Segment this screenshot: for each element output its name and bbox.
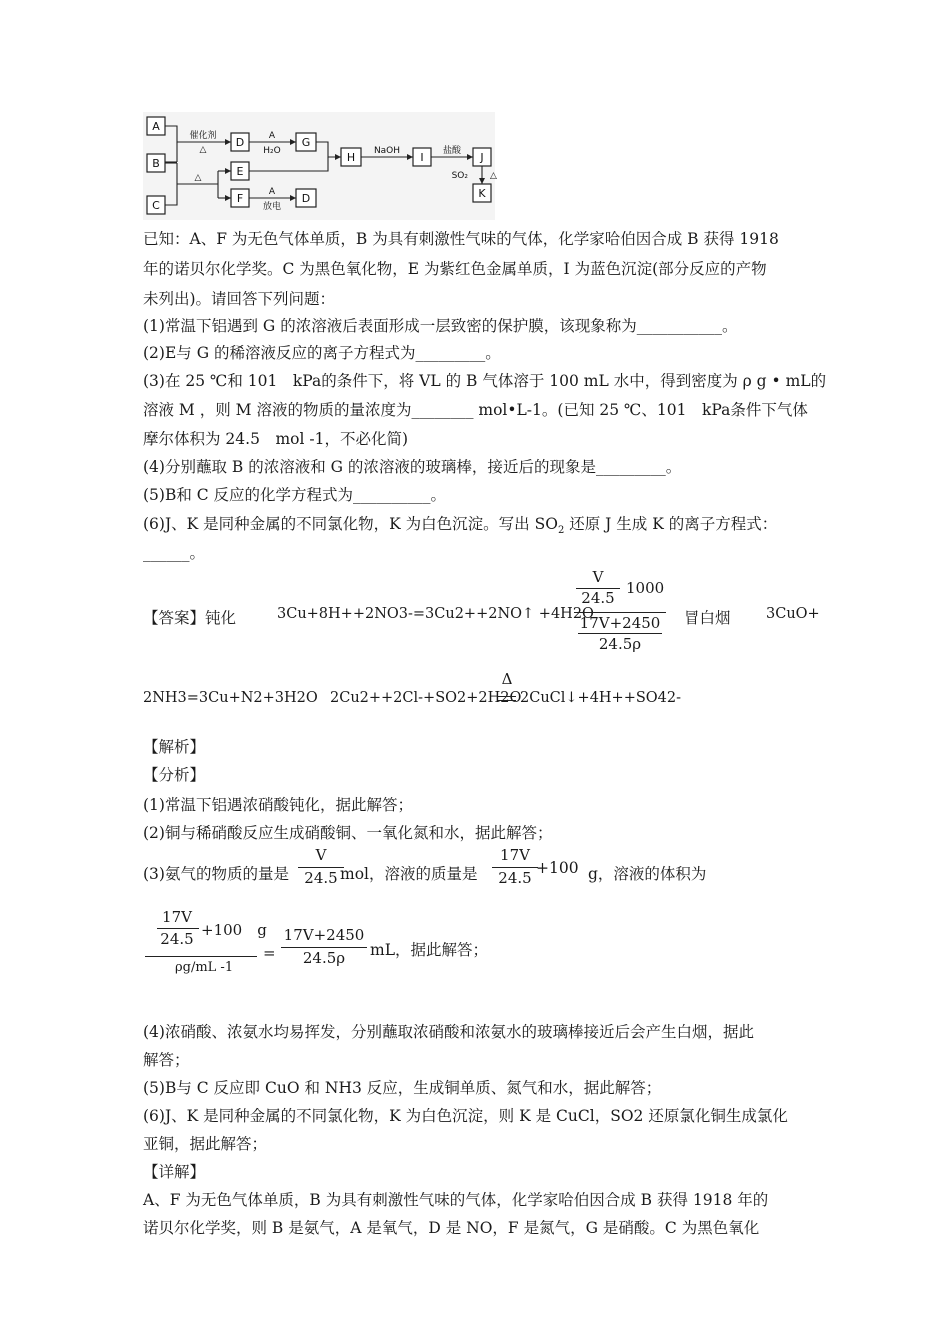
answer-white-smoke: 冒白烟 [684,609,731,627]
analysis-4-line-2: 解答； [143,1051,190,1069]
node-h-label: H [346,151,356,164]
frac-den: 24.5 [498,869,532,887]
result-frac-den: 24.5ρ [302,949,346,967]
question-5: (5)B和 C 反应的化学方程式为__________。 [143,486,447,504]
analysis-3-mass-fraction [492,846,538,892]
node-g-label: G [301,136,311,149]
intro-line-2: 年的诺贝尔化学奖。C 为黑色氧化物，E 为紫红色金属单质，I 为蓝色沉淀(部分反应的产物 [143,260,767,278]
analysis-3-suffix: g，溶液的体积为 [588,865,707,883]
analysis-1: (1)常温下铝遇浓硝酸钝化，据此解答； [143,796,413,814]
node-b-label: B [152,157,160,170]
inner-frac-den: 24.5 [160,930,194,948]
frac-top-num: V [592,568,604,586]
question-1: (1)常温下铝遇到 G 的浓溶液后表面形成一层致密的保护膜，该现象称为___________。 [143,317,738,335]
frac-bot-den: 24.5ρ [598,635,642,653]
delta-symbol: Δ [501,670,513,688]
frac-bot-num: 17V+2450 [579,614,661,632]
edge-h2o-label: H₂O [263,146,281,156]
node-k-label: K [478,187,486,200]
node-c-label: C [152,199,160,212]
analysis-3-moles-fraction [298,846,344,892]
edge-a-label: A [268,131,276,141]
edge-naoh-label: NaOH [373,146,401,156]
frac-num: 17V [500,846,530,864]
analysis-3-mid: mol，溶液的质量是 [340,865,478,883]
density-denominator: ρg/mL -1 [175,960,234,975]
frac-top-mul: 1000 [626,579,665,597]
edge-delta-label: △ [194,173,202,183]
answer-equation-3-part-2: 2NH3=3Cu+N2+3H2O [143,690,318,706]
answer-equation-4-left: 2Cu2++2Cl-+SO2+2H2O [330,690,522,706]
analysis-4-line-1: (4)浓硝酸、浓氨水均易挥发，分别蘸取浓硝酸和浓氨水的玻璃棒接近后会产生白烟，据此 [143,1023,754,1041]
node-j-label: J [480,151,484,164]
analysis-2: (2)铜与稀硝酸反应生成硝酸铜、一氧化氮和水，据此解答； [143,824,553,842]
node-e-label: E [236,165,244,178]
intro-line-3: 未列出)。请回答下列问题： [143,290,336,308]
detail-line-2: 诺贝尔化学奖，则 B 是氨气，A 是氧气，D 是 NO，F 是氮气，G 是硝酸。C 为黑色氧化 [143,1219,760,1237]
question-4: (4)分别蘸取 B 的浓溶液和 G 的浓溶液的玻璃棒，接近后的现象是_________。 [143,458,682,476]
equals-sign: = [263,944,276,962]
analysis-3-prefix: (3)氨气的物质的量是 [143,865,289,883]
inner-frac-num: 17V [162,908,192,926]
edge-so2-label: SO₂ [451,171,468,181]
volume-expression [145,906,385,984]
frac-den: 24.5 [304,869,338,887]
section-jiexi: 【解析】 [143,738,206,756]
edge-a2-label: A [268,187,276,197]
frac-top-den: 24.5 [581,589,615,607]
question-6-line-2: ______。 [143,544,206,562]
edge-catalyst-label: 催化剂 [189,131,217,141]
analysis-6-line-1: (6)J、K 是同种金属的不同氯化物，K 为白色沉淀，则 K 是 CuCl，SO2 还原氯化铜生成氯化 [143,1107,788,1125]
answer-label: 【答案】钝化 [143,609,237,627]
question-6-line-1: (6)J、K 是同种金属的不同氯化物，K 为白色沉淀。写出 $SO_2$ 还原 J 生成 K 的离子方程式： [143,515,778,537]
question-3-line-2: 溶液 M ，则 M 溶液的物质的量浓度为________ mol•L-1。(已知 25 ℃、101 kPa条件下气体 [143,401,808,419]
edge-acid-label: 盐酸 [442,146,462,156]
question-3-line-3: 摩尔体积为 24.5 mol -1，不必化简) [143,430,408,448]
edge-so2-delta: △ [490,171,497,181]
answer-equation-1: 3Cu+8H++2NO3-=3Cu2++2NO↑ +4H2O [277,606,594,622]
analysis-6-line-2: 亚铜，据此解答； [143,1135,268,1153]
question-2: (2)E与 G 的稀溶液反应的离子方程式为_________。 [143,344,501,362]
node-a-label: A [152,120,160,133]
intro-line-1: 已知：A、F 为无色气体单质，B 为具有刺激性气味的气体，化学家哈伯因合成 B 获得 1918 [143,230,779,248]
answer-equation-3-part-1: 3CuO+ [766,606,820,622]
node-i-label: I [420,151,424,164]
answer-concentration-fraction [574,566,674,658]
edge-spark-label: 放电 [262,202,282,212]
frac-num: V [315,846,327,864]
analysis-5: (5)B与 C 反应即 CuO 和 NH3 反应，生成铜单质、氮气和水，据此解答； [143,1079,662,1097]
result-frac-num: 17V+2450 [283,926,365,944]
reaction-flow-diagram [143,112,495,220]
detail-line-1: A、F 为无色气体单质，B 为具有刺激性气味的气体，化学家哈伯因合成 B 获得 1918 年的 [143,1191,769,1209]
question-3-line-1: (3)在 25 ℃和 101 kPa的条件下，将 VL 的 B 气体溶于 100 mL 水中，得到密度为 ρ g • mL的 [143,372,827,390]
answer-equation-4-arrow [496,670,518,710]
section-xiangjie: 【详解】 [143,1163,206,1181]
node-f-label: F [236,192,244,205]
node-d-label: D [235,136,245,149]
node-d2-label: D [301,192,311,205]
inner-plus100: +100 g [201,921,267,939]
analysis-3-plus100: +100 [536,859,579,877]
answer-equation-4-right: 2CuCl↓+4H++SO42- [520,690,682,706]
volume-suffix: mL，据此解答； [370,941,488,959]
section-fenxi: 【分析】 [143,766,206,784]
edge-catalyst-delta: △ [199,145,207,155]
